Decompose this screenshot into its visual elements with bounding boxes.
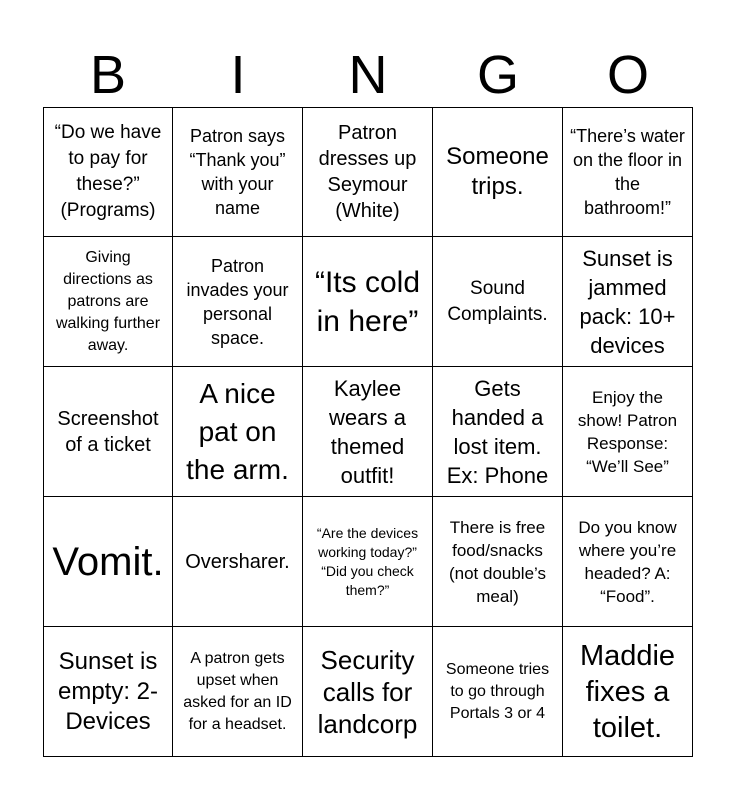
cell-text: Sunset is empty: 2-Devices xyxy=(57,647,159,735)
bingo-cell[interactable] xyxy=(303,367,433,497)
bingo-cell[interactable] xyxy=(173,497,303,627)
cell-text: Giving directions as patrons are walking further away. xyxy=(55,248,161,354)
cell-text: “Are the devices working today?” “Did you check them?” xyxy=(316,524,419,598)
cell-text: Someone trips. xyxy=(446,143,549,200)
bingo-cell[interactable] xyxy=(173,627,303,757)
cell-text: “Its cold in here” xyxy=(314,265,421,338)
header-letter-g: G xyxy=(476,45,519,105)
cell-text: There is free food/snacks (not double’s meal) xyxy=(448,517,547,606)
cell-text: Maddie fixes a toilet. xyxy=(579,639,676,744)
bingo-cell[interactable] xyxy=(43,237,173,367)
bingo-cell[interactable] xyxy=(43,367,173,497)
bingo-header xyxy=(43,44,693,106)
bingo-cell[interactable] xyxy=(563,627,693,757)
cell-text: Someone tries to go through Portals 3 or 4 xyxy=(445,660,550,722)
bingo-cell[interactable] xyxy=(563,367,693,497)
bingo-cell[interactable] xyxy=(563,107,693,237)
bingo-cell[interactable] xyxy=(433,627,563,757)
cell-text: Security calls for landcorp xyxy=(317,644,418,739)
bingo-cell[interactable] xyxy=(173,237,303,367)
bingo-cell[interactable] xyxy=(563,497,693,627)
cell-text: Sunset is jammed pack: 10+ devices xyxy=(579,245,676,358)
cell-text: Patron says “Thank you” with your name xyxy=(189,126,286,218)
bingo-cell[interactable] xyxy=(433,367,563,497)
cell-text: Patron invades your personal space. xyxy=(186,255,289,348)
bingo-cell[interactable] xyxy=(303,237,433,367)
bingo-cell[interactable] xyxy=(433,497,563,627)
header-letter-i: I xyxy=(230,45,246,105)
cell-text: A patron gets upset when asked for an ID for a headset. xyxy=(183,649,292,733)
header-letter-o: O xyxy=(606,45,649,105)
cell-text: Kaylee wears a themed outfit! xyxy=(328,375,407,488)
header-letter-n: N xyxy=(348,45,388,105)
bingo-cell[interactable] xyxy=(303,497,433,627)
bingo-cell[interactable] xyxy=(173,367,303,497)
bingo-cell[interactable] xyxy=(433,237,563,367)
cell-text: Gets handed a lost item. Ex: Phone xyxy=(446,375,549,488)
bingo-cell[interactable] xyxy=(433,107,563,237)
bingo-cell[interactable] xyxy=(43,627,173,757)
bingo-cell[interactable] xyxy=(43,497,173,627)
bingo-cell[interactable] xyxy=(43,107,173,237)
bingo-cell[interactable] xyxy=(563,237,693,367)
cell-text: Vomit. xyxy=(52,539,164,584)
cell-text: Sound Complaints. xyxy=(447,277,548,325)
bingo-board xyxy=(43,107,693,757)
bingo-cell[interactable] xyxy=(173,107,303,237)
cell-text: “Do we have to pay for these?” (Programs) xyxy=(54,122,162,221)
cell-text: A nice pat on the arm. xyxy=(186,377,289,485)
cell-text: “There’s water on the floor in the bathroom!” xyxy=(570,126,685,218)
bingo-cell[interactable] xyxy=(303,627,433,757)
cell-text: Do you know where you’re headed? A: “Food”. xyxy=(578,517,677,606)
cell-text: Patron dresses up Seymour (White) xyxy=(318,122,417,222)
cell-text: Enjoy the show! Patron Response: “We’ll See” xyxy=(577,387,678,476)
cell-text: Oversharer. xyxy=(185,550,290,573)
bingo-cell[interactable] xyxy=(303,107,433,237)
cell-text: Screenshot of a ticket xyxy=(57,407,159,456)
header-letter-b: B xyxy=(89,45,127,105)
